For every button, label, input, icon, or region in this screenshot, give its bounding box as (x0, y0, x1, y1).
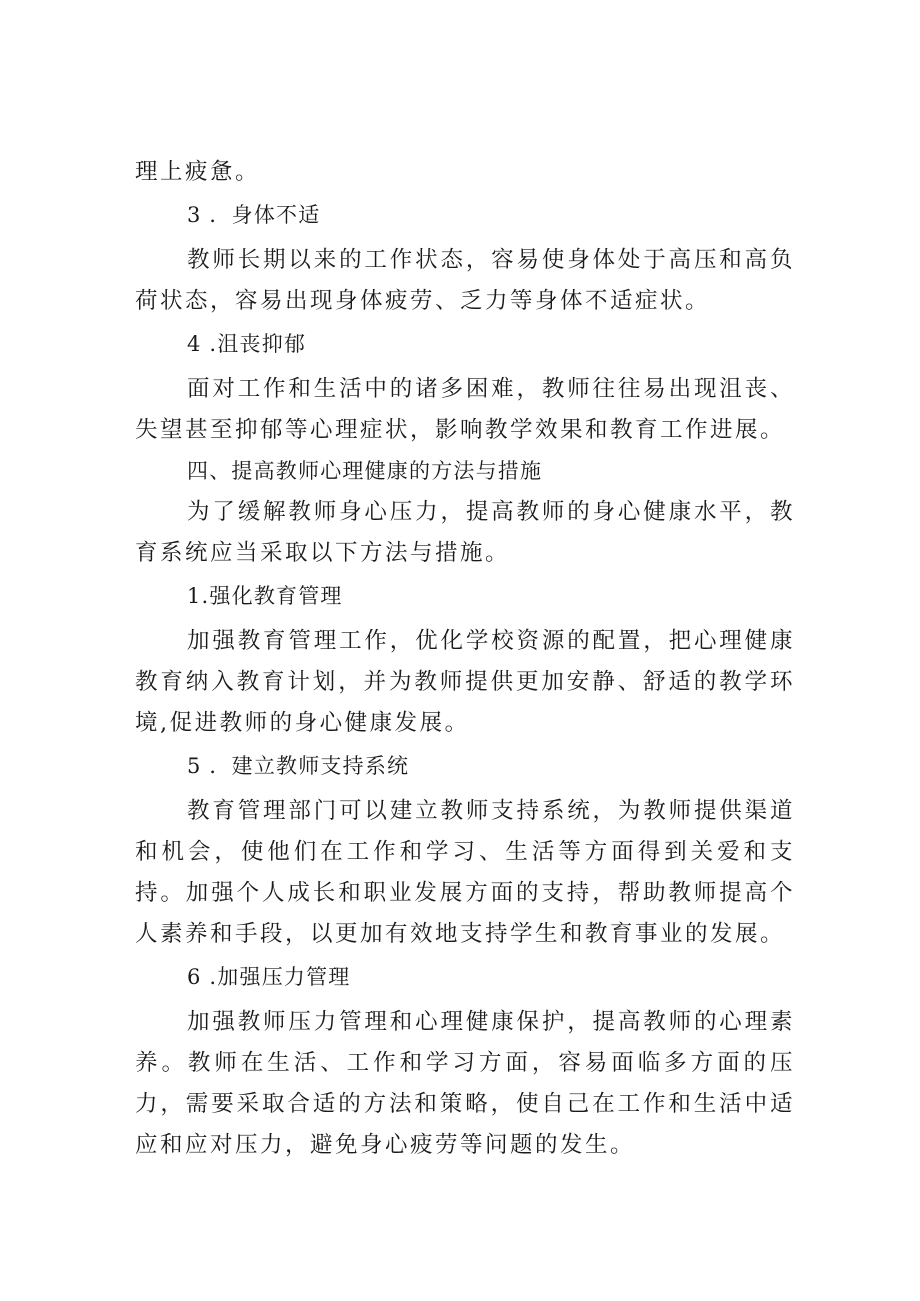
section-heading-body-discomfort: 3 ．身体不适 (187, 203, 321, 227)
document-body (135, 152, 795, 1166)
paragraph-continuation: 理上疲惫。 (135, 159, 261, 185)
paragraph-depression: 面对工作和生活中的诸多困难，教师往往易出现沮丧、失望甚至抑郁等心理症状，影响教学效果和教育工作进展。 (135, 376, 795, 443)
chapter-heading-methods: 四、提高教师心理健康的方法与措施 (187, 459, 543, 483)
paragraph-management: 加强教育管理工作，优化学校资源的配置，把心理健康教育纳入教育计划，并为教师提供更加安静、舒适的教学环境,促进教师的身心健康发展。 (135, 628, 795, 736)
section-heading-management: 1.强化教育管理 (187, 584, 343, 608)
section-heading-support-system: 5 ．建立教师支持系统 (187, 754, 410, 778)
paragraph-stress-management: 加强教师压力管理和心理健康保护，提高教师的心理素养。教师在生活、工作和学习方面，容易面临多方面的压力，需要采取合适的方法和策略，使自己在工作和生活中适应和应对压力，避免身心疲劳等问题的发生。 (135, 1009, 795, 1158)
paragraph-support-system: 教育管理部门可以建立教师支持系统，为教师提供渠道和机会，使他们在工作和学习、生活等方面得到关爱和支持。加强个人成长和职业发展方面的支持，帮助教师提高个人素养和手段，以更加有效地支持学生和教育事业的发展。 (135, 798, 795, 947)
section-heading-stress-management: 6 .加强压力管理 (187, 965, 351, 989)
paragraph-body-discomfort: 教师长期以来的工作状态，容易使身体处于高压和高负荷状态，容易出现身体疲劳、乏力等身体不适症状。 (135, 247, 795, 314)
paragraph-methods-intro: 为了缓解教师身心压力，提高教师的身心健康水平，教育系统应当采取以下方法与措施。 (135, 499, 795, 566)
section-heading-depression: 4 .沮丧抑郁 (187, 332, 307, 356)
